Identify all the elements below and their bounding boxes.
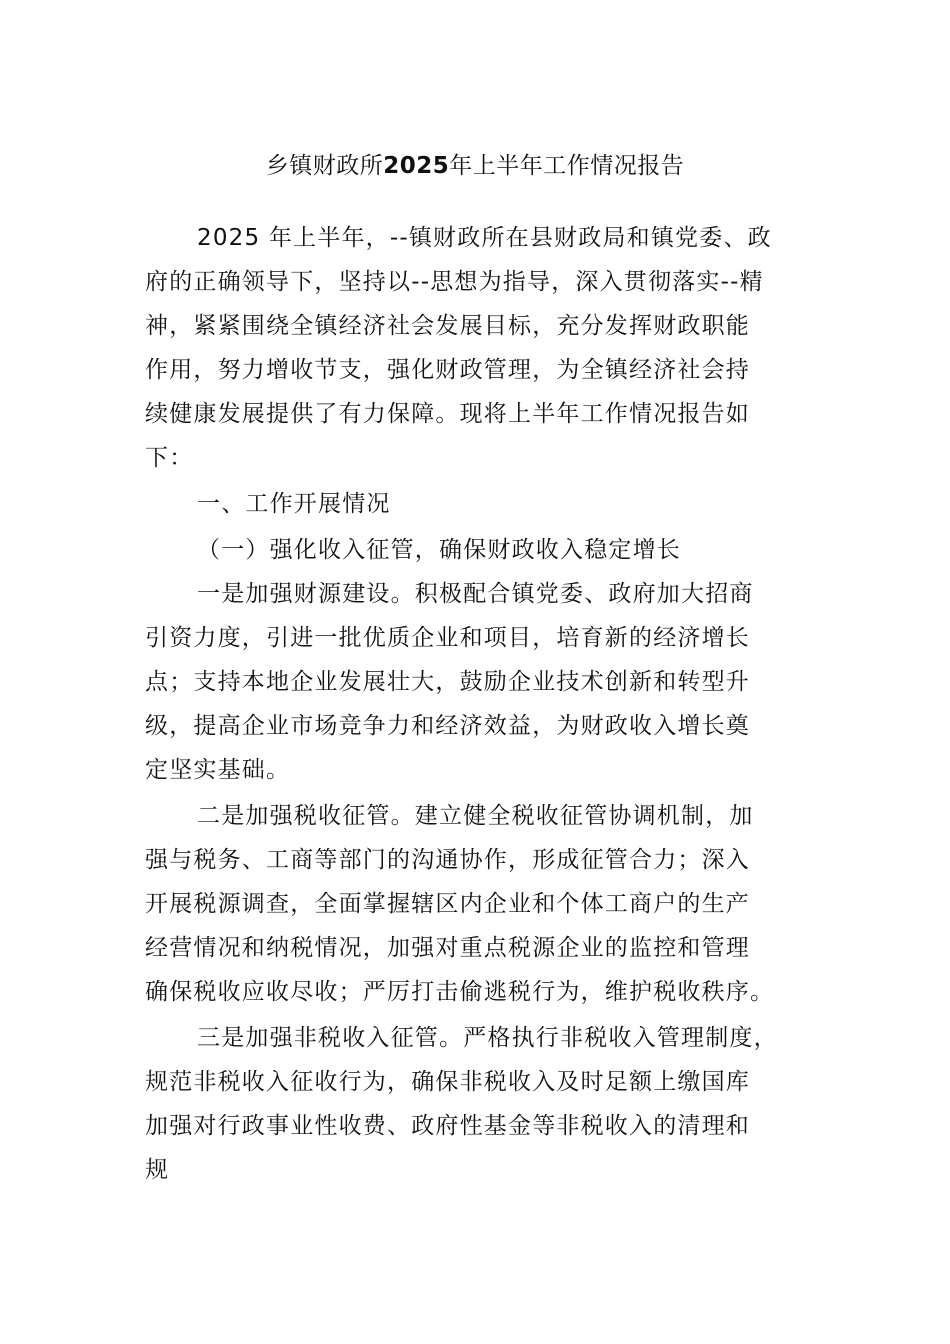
paragraph-line: 2025 年上半年，--镇财政所在县财政局和镇党委、政 bbox=[197, 225, 772, 251]
paragraph-line: 府的正确领导下，坚持以--思想为指导，深入贯彻落实--精 bbox=[145, 269, 764, 295]
title-year: 2025 bbox=[383, 153, 450, 179]
subsection-heading: （一）强化收入征管，确保财政收入稳定增长 bbox=[197, 537, 681, 563]
paragraph-line: 经营情况和纳税情况，加强对重点税源企业的监控和管理 bbox=[145, 935, 750, 961]
paragraph-line: 作用，努力增收节支，强化财政管理，为全镇经济社会持 bbox=[145, 357, 750, 383]
title-prefix: 乡镇财政所 bbox=[265, 153, 384, 179]
paragraph-line: 下： bbox=[145, 445, 194, 471]
paragraph-line: 规 bbox=[145, 1157, 170, 1183]
title-suffix: 年上半年工作情况报告 bbox=[449, 153, 685, 179]
paragraph-line: 一是加强财源建设。积极配合镇党委、政府加大招商 bbox=[197, 581, 754, 607]
paragraph-line: 续健康发展提供了有力保障。现将上半年工作情况报告如 bbox=[145, 401, 750, 427]
paragraph-line: 引资力度，引进一批优质企业和项目，培育新的经济增长 bbox=[145, 625, 750, 651]
document-title bbox=[0, 146, 950, 186]
paragraph-line: 神，紧紧围绕全镇经济社会发展目标，充分发挥财政职能 bbox=[145, 313, 750, 339]
paragraph-line: 二是加强税收征管。建立健全税收征管协调机制，加 bbox=[197, 803, 754, 829]
paragraph-line: 规范非税收入征收行为，确保非税收入及时足额上缴国库 bbox=[145, 1069, 750, 1095]
paragraph-line: 点；支持本地企业发展壮大，鼓励企业技术创新和转型升 bbox=[145, 669, 750, 695]
paragraph-line: 三是加强非税收入征管。严格执行非税收入管理制度， bbox=[197, 1025, 778, 1051]
paragraph-line: 确保税收应收尽收；严厉打击偷逃税行为，维护税收秩序。 bbox=[145, 979, 775, 1005]
paragraph-line: 强与税务、工商等部门的沟通协作，形成征管合力；深入 bbox=[145, 847, 750, 873]
paragraph-line: 加强对行政事业性收费、政府性基金等非税收入的清理和 bbox=[145, 1113, 750, 1139]
paragraph-line: 定坚实基础。 bbox=[145, 757, 291, 783]
paragraph-line: 级，提高企业市场竞争力和经济效益，为财政收入增长奠 bbox=[145, 713, 750, 739]
paragraph-line: 开展税源调查，全面掌握辖区内企业和个体工商户的生产 bbox=[145, 891, 750, 917]
section-heading: 一、工作开展情况 bbox=[197, 491, 391, 517]
